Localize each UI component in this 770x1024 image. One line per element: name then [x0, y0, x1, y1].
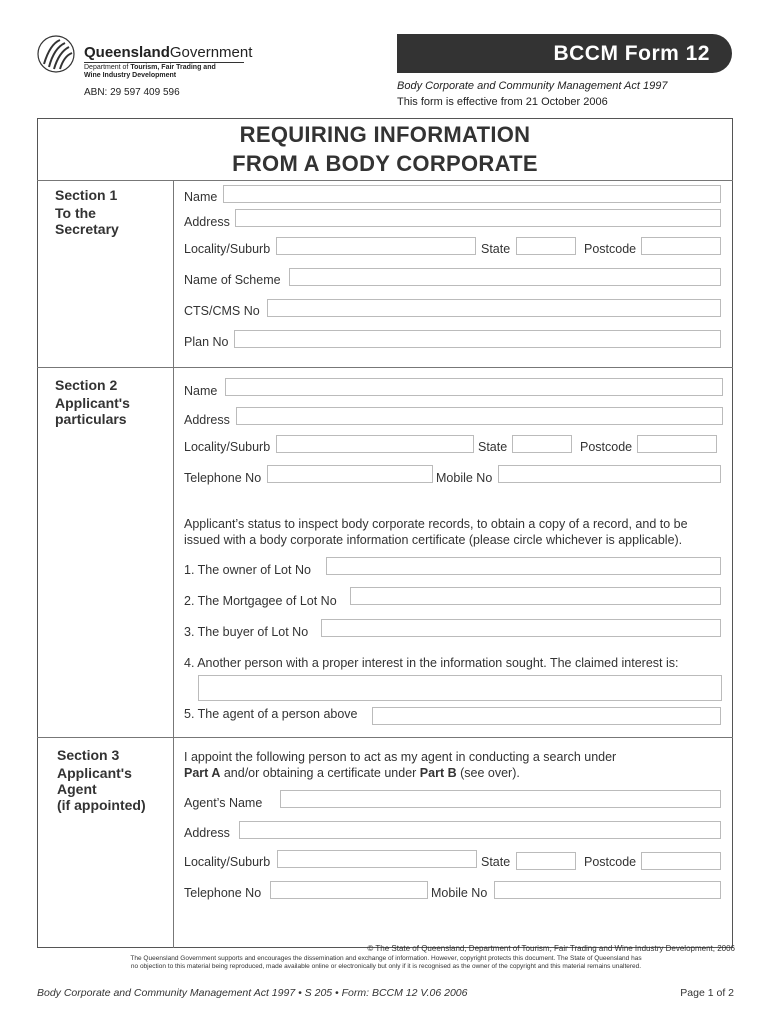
s2-opt3-field[interactable]	[321, 619, 721, 637]
s2-name-field[interactable]	[225, 378, 723, 396]
s1-locality-label: Locality/Suburb	[184, 242, 271, 256]
s3-agent-name-field[interactable]	[280, 790, 721, 808]
section2-heading: Section 2 Applicant's particulars	[55, 377, 130, 427]
s2-mobile-label: Mobile No	[436, 471, 493, 485]
s2-address-label: Address	[184, 413, 230, 427]
s1-state-label: State	[481, 242, 511, 256]
effective-date: This form is effective from 21 October 2006	[397, 96, 608, 108]
s3-postcode-label: Postcode	[584, 855, 637, 869]
s2-opt5-label: 5. The agent of a person above	[184, 707, 358, 721]
s2-telephone-field[interactable]	[267, 465, 433, 483]
column-divider	[173, 180, 174, 948]
copyright-line: © The State of Queensland, Department of Tourism, Fair Trading and Wine Industry Development, 2006	[367, 944, 735, 953]
s2-postcode-label: Postcode	[580, 440, 633, 454]
form-title-line2: FROM A BODY CORPORATE	[232, 151, 538, 176]
s1-scheme-field[interactable]	[289, 268, 721, 286]
logo-wordmark	[84, 44, 252, 61]
s3-postcode-field[interactable]	[641, 852, 721, 870]
s3-mobile-field[interactable]	[494, 881, 721, 899]
s2-opt4-field[interactable]	[198, 675, 722, 701]
s1-address-field[interactable]	[235, 209, 721, 227]
s2-name-label: Name	[184, 384, 218, 398]
s3-locality-field[interactable]	[277, 850, 477, 868]
s2-opt1-field[interactable]	[326, 557, 721, 575]
s3-agent-name-label: Agent’s Name	[184, 796, 263, 810]
qld-crest-icon	[36, 34, 80, 74]
s2-postcode-field[interactable]	[637, 435, 717, 453]
department-name: Department of Tourism, Fair Trading and Wine Industry Development	[84, 64, 216, 79]
divider	[37, 737, 733, 738]
s1-plan-label: Plan No	[184, 335, 229, 349]
s2-mobile-field[interactable]	[498, 465, 721, 483]
act-name: Body Corporate and Community Management Act 1997	[397, 80, 668, 92]
s3-state-field[interactable]	[516, 852, 576, 870]
logo-name-light: Government	[169, 44, 253, 61]
divider	[37, 367, 733, 368]
logo-rule	[84, 62, 244, 63]
copyright-notice: The Queensland Government supports and encourages the dissemination and exchange of information. However, copyright protects this document. The State of Queensland has no objection to this material being reproduced, made available online or electronically but only if it is recognised as the owner of the copyright and this material remains unaltered.	[130, 955, 642, 970]
s3-locality-label: Locality/Suburb	[184, 855, 271, 869]
divider	[37, 180, 733, 181]
form-title-badge: BCCM Form 12	[397, 34, 732, 73]
form-title-line1: REQUIRING INFORMATION	[239, 122, 531, 147]
s3-telephone-field[interactable]	[270, 881, 428, 899]
logo-name-bold: Queensland	[84, 44, 170, 61]
s2-opt3-label: 3. The buyer of Lot No	[184, 625, 309, 639]
s2-status-text: Applicant’s status to inspect body corporate records, to obtain a copy of a record, and to be issued with a body corporate information certificate (please circle whichever is applicable).	[184, 517, 688, 547]
s1-cts-field[interactable]	[267, 299, 721, 317]
s1-address-label: Address	[184, 215, 230, 229]
s2-opt1-label: 1. The owner of Lot No	[184, 563, 311, 577]
s3-mobile-label: Mobile No	[431, 886, 488, 900]
s2-opt2-label: 2. The Mortgagee of Lot No	[184, 594, 337, 608]
s1-state-field[interactable]	[516, 237, 576, 255]
s1-postcode-field[interactable]	[641, 237, 721, 255]
footer-act: Body Corporate and Community Management Act 1997 • S 205 • Form: BCCM 12 V.06 2006	[37, 987, 468, 999]
s2-opt5-field[interactable]	[372, 707, 721, 725]
s1-name-field[interactable]	[223, 185, 721, 203]
section1-heading: Section 1 To the Secretary	[55, 187, 119, 237]
s3-telephone-label: Telephone No	[184, 886, 262, 900]
s1-plan-field[interactable]	[234, 330, 721, 348]
s3-address-label: Address	[184, 826, 230, 840]
section3-heading: Section 3 Applicant's Agent (if appointed)	[57, 747, 146, 813]
s2-telephone-label: Telephone No	[184, 471, 262, 485]
s3-address-field[interactable]	[239, 821, 721, 839]
s1-cts-label: CTS/CMS No	[184, 304, 260, 318]
s3-state-label: State	[481, 855, 511, 869]
s2-address-field[interactable]	[236, 407, 723, 425]
s2-state-field[interactable]	[512, 435, 572, 453]
qld-logo	[36, 34, 80, 74]
page-number: Page 1 of 2	[680, 987, 734, 999]
s2-locality-field[interactable]	[276, 435, 474, 453]
s1-scheme-label: Name of Scheme	[184, 273, 281, 287]
s1-postcode-label: Postcode	[584, 242, 637, 256]
s2-opt2-field[interactable]	[350, 587, 721, 605]
abn: ABN: 29 597 409 596	[84, 87, 180, 98]
s3-appoint-text: I appoint the following person to act as my agent in conducting a search under Part A and/or obtaining a certificate under Part B (see over).	[184, 750, 617, 780]
s2-state-label: State	[478, 440, 508, 454]
s2-opt4-label: 4. Another person with a proper interest in the information sought. The claimed interest is:	[184, 656, 679, 670]
s2-locality-label: Locality/Suburb	[184, 440, 271, 454]
s1-name-label: Name	[184, 190, 218, 204]
s1-locality-field[interactable]	[276, 237, 476, 255]
